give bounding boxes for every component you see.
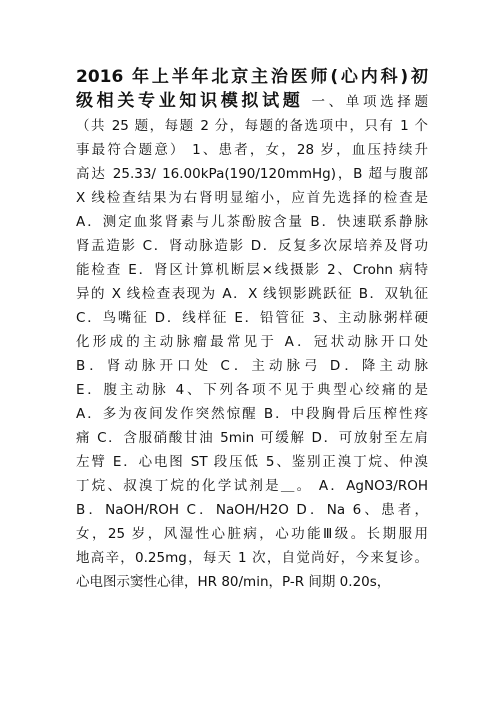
section-heading: 一、单项选择题 bbox=[311, 94, 429, 110]
body-line: 痛 C．含服硝酸甘油 5min 可缓解 D．可放射至左肩 bbox=[76, 430, 428, 446]
doc-title-line-1: 2016 年上半年北京主治医师(心内科)初 bbox=[76, 67, 428, 87]
body-line: A．多为夜间发作突然惊醒 B．中段胸骨后压榨性疼 bbox=[76, 406, 428, 422]
body-line: 异的 X 线检查表现为 A．X 线钡影跳跃征 B．双轨征 bbox=[76, 286, 428, 302]
body-line: X 线检查结果为右肾明显缩小，应首先选择的检查是 bbox=[76, 190, 428, 206]
body-line: 肾盂造影 C．肾动脉造影 D．反复多次尿培养及肾功 bbox=[76, 238, 428, 254]
body-line: 高达 25.33/ 16.00kPa(190/120mmHg)，B 超与腹部 bbox=[76, 166, 428, 182]
body-line: 能检查 E．肾区计算机断层×线摄影 2、Crohn 病特 bbox=[76, 262, 428, 278]
body-line: 事最符合题意） 1、患者，女，28 岁，血压持续升 bbox=[76, 142, 428, 158]
body-line: 心电图示窦性心律，HR 80/min，P-R 间期 0.20s， bbox=[76, 574, 391, 590]
doc-title-line-2-text: 级相关专业知识模拟试题 bbox=[76, 91, 304, 111]
body-line: （共 25 题，每题 2 分，每题的备选项中，只有 1 个 bbox=[76, 118, 428, 134]
body-line: A．测定血浆肾素与儿茶酚胺含量 B．快速联系静脉 bbox=[76, 214, 428, 230]
body-line: 地高辛，0.25mg，每天 1 次，自觉尚好，今来复诊。 bbox=[76, 550, 428, 566]
body-line: 女，25 岁，风湿性心脏病，心功能Ⅲ级。长期服用 bbox=[76, 526, 428, 542]
body-line: B．肾动脉开口处 C．主动脉弓 D．降主动脉 bbox=[76, 358, 428, 374]
doc-title-line-2 bbox=[76, 92, 428, 111]
body-line: 丁烷、叔溴丁烷的化学试剂是＿。 A．AgNO3/ROH bbox=[76, 478, 428, 494]
body-line: 左臂 E．心电图 ST 段压低 5、鉴别正溴丁烷、仲溴 bbox=[76, 454, 428, 470]
body-line: E．腹主动脉 4、下列各项不见于典型心绞痛的是 bbox=[76, 382, 428, 398]
body-line: C．鸟嘴征 D．线样征 E．铅管征 3、主动脉粥样硬 bbox=[76, 310, 428, 326]
body-line: 化形成的主动脉瘤最常见于 A．冠状动脉开口处 bbox=[76, 334, 428, 350]
body-line: B．NaOH/ROH C．NaOH/H2O D．Na 6、患者， bbox=[76, 502, 428, 518]
